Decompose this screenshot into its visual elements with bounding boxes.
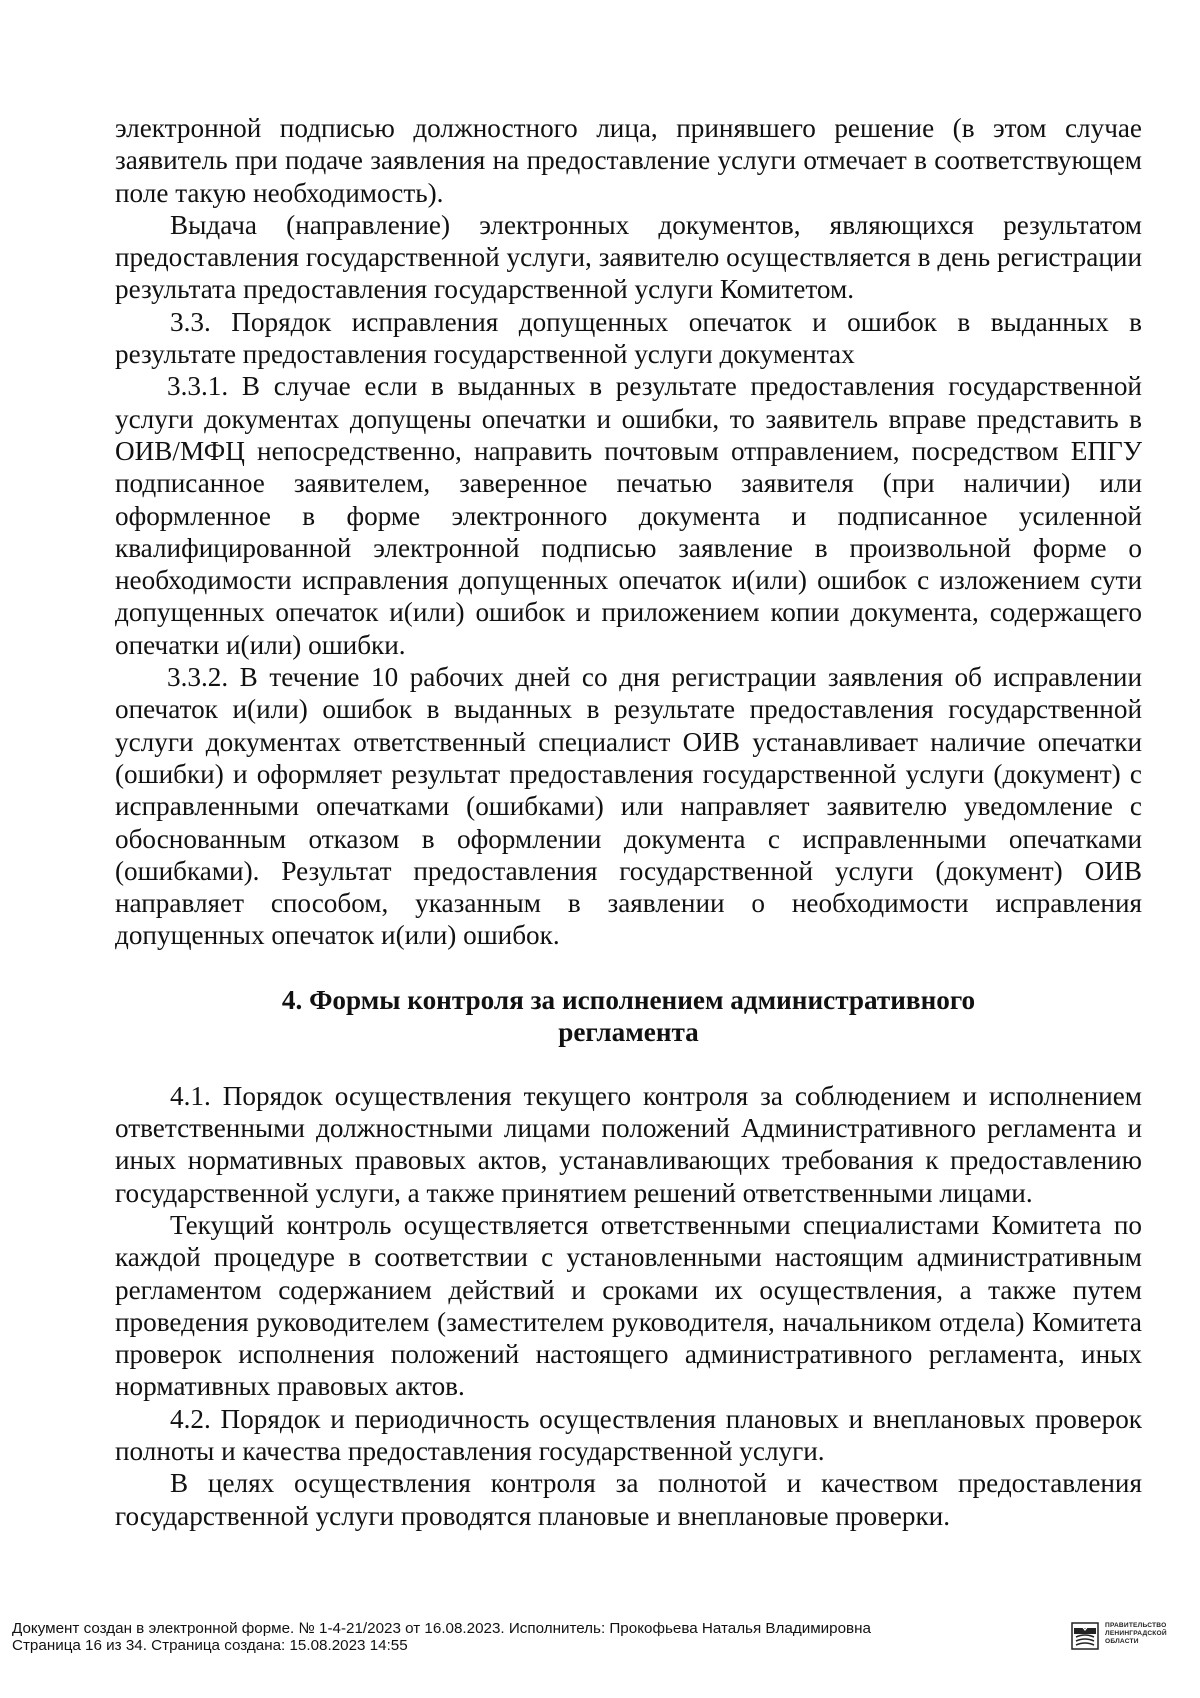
paragraph-inspections: В целях осуществления контроля за полнотой и качеством предоставления государственной услуги проводятся плановые и внеплановые проверки.	[115, 1468, 1142, 1531]
paragraph-current-control: Текущий контроль осуществляется ответственными специалистами Комитета по каждой процедуре в соответствии с установленными настоящим административным регламентом содержанием действий и сроками их осуществления, а также путем проведения руководителем (заместителем руководителя, начальником отдела) Комитета проверок исполнения положений настоящего административного регламента, иных нормативных правовых актов.	[115, 1209, 1142, 1402]
logo-text-line3: ОБЛАСТИ	[1105, 1638, 1139, 1645]
document-footer	[12, 1620, 1188, 1654]
section-heading-line2: регламента	[558, 1016, 699, 1047]
paragraph-3-3-1: 3.3.1. В случае если в выданных в результате предоставления государственной услуги документах допущены опечатки и ошибки, то заявитель вправе представить в ОИВ/МФЦ непосредственно, направить почтовым отправлением, посредством ЕПГУ подписанное заявителем, заверенное печатью заявителя (при наличии) или оформленное в форме электронного документа и подписанное усиленной квалифицированной электронной подписью заявление в произвольной форме о необходимости исправления допущенных опечаток и(или) ошибок с изложением сути допущенных опечаток и(или) ошибок и приложением копии документа, содержащего опечатки и(или) ошибки.	[115, 371, 1142, 660]
logo-text	[1105, 1622, 1167, 1646]
paragraph-3-3: 3.3. Порядок исправления допущенных опечаток и ошибок в выданных в результате предоставления государственной услуги документах	[115, 306, 1142, 370]
logo-text-line2: ЛЕНИНГРАДСКОЙ	[1105, 1630, 1167, 1637]
paragraph-3-3-2: 3.3.2. В течение 10 рабочих дней со дня регистрации заявления об исправлении опечаток и(или) ошибок в выданных в результате предоставления государственной услуги документах ответственный специалист ОИВ устанавливает наличие опечатки (ошибки) и оформляет результат предоставления государственной услуги (документ) с исправленными опечатками (ошибками) или направляет заявителю уведомление с обоснованным отказом в оформлении документа с исправленными опечатками (ошибками). Результат предоставления государственной услуги (документ) ОИВ направляет способом, указанным в заявлении о необходимости исправления допущенных опечаток и(или) ошибок.	[115, 662, 1142, 951]
leningrad-oblast-emblem-icon	[1071, 1622, 1099, 1650]
section-heading	[115, 984, 1142, 1048]
document-page	[115, 112, 1142, 1532]
government-logo	[1071, 1622, 1195, 1656]
footer-page-info: Страница 16 из 34. Страница создана: 15.08.2023 14:55	[12, 1637, 408, 1654]
paragraph-4-1: 4.1. Порядок осуществления текущего контроля за соблюдением и исполнением ответственными должностными лицами положений Административного регламента и иных нормативных правовых актов, устанавливающих требования к предоставлению государственной услуги, а также принятием решений ответственными лицами.	[115, 1080, 1142, 1208]
section-heading-line1: 4. Формы контроля за исполнением административного	[281, 984, 976, 1015]
paragraph-1: электронной подписью должностного лица, принявшего решение (в этом случае заявитель при подаче заявления на предоставление услуги отмечает в соответствующем поле такую необходимость).	[115, 113, 1142, 208]
logo-text-line1: ПРАВИТЕЛЬСТВО	[1105, 1622, 1167, 1629]
paragraph-4-2: 4.2. Порядок и периодичность осуществления плановых и внеплановых проверок полноты и качества предоставления государственной услуги.	[115, 1403, 1142, 1466]
footer-document-info: Документ создан в электронной форме. № 1-4-21/2023 от 16.08.2023. Исполнитель: Прокофьева Наталья Владимировна	[12, 1620, 871, 1637]
paragraph-2: Выдача (направление) электронных документов, являющихся результатом предоставления государственной услуги, заявителю осуществляется в день регистрации результата предоставления государственной услуги Комитетом.	[115, 209, 1142, 305]
